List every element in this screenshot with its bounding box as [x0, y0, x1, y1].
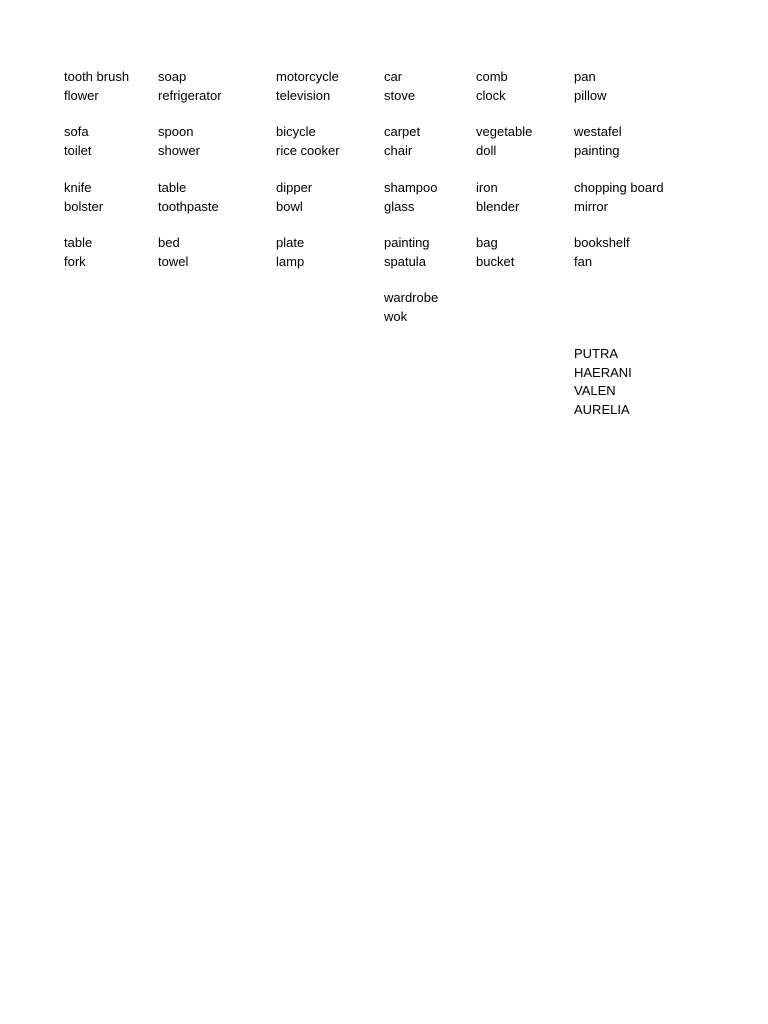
name-entry: AURELIA	[574, 401, 630, 417]
name-entry: PUTRA	[574, 346, 619, 361]
word: doll	[476, 142, 497, 158]
word-pair	[158, 179, 219, 216]
word: carpet	[384, 124, 421, 139]
word: wok	[384, 308, 408, 324]
word: bookshelf	[574, 235, 630, 250]
word: table	[64, 235, 93, 250]
word-pair	[574, 123, 622, 160]
word: spatula	[384, 253, 426, 269]
word: shower	[158, 142, 200, 158]
word: bag	[476, 235, 498, 250]
word: towel	[158, 253, 189, 269]
word-pair	[64, 123, 91, 160]
word: shampoo	[384, 180, 438, 195]
word: chopping board	[574, 180, 664, 195]
word: pan	[574, 69, 596, 84]
word: fork	[64, 253, 86, 269]
word-pair	[158, 234, 188, 271]
word: plate	[276, 235, 305, 250]
word-pair	[158, 123, 200, 160]
word: toothpaste	[158, 198, 219, 214]
word-pair	[574, 68, 607, 105]
word: spoon	[158, 124, 194, 139]
word: mirror	[574, 198, 608, 214]
word-pair	[574, 179, 664, 216]
word-pair	[384, 179, 437, 216]
word-pair	[64, 234, 92, 271]
word: tooth brush	[64, 69, 130, 84]
name-entry: HAERANI	[574, 364, 632, 380]
word-pair	[276, 234, 304, 271]
word: clock	[476, 87, 506, 103]
word: sofa	[64, 124, 89, 139]
word: motorcycle	[276, 69, 339, 84]
word: painting	[574, 142, 620, 158]
word: car	[384, 69, 403, 84]
word: fan	[574, 253, 593, 269]
word: glass	[384, 198, 415, 214]
names-list	[574, 345, 632, 419]
word-pair	[64, 68, 129, 105]
word: soap	[158, 69, 187, 84]
word: bed	[158, 235, 180, 250]
word: table	[158, 180, 187, 195]
name-entry: VALEN	[574, 383, 616, 398]
word-pair	[64, 179, 103, 216]
word: blender	[476, 198, 520, 214]
word: refrigerator	[158, 87, 222, 103]
word: bicycle	[276, 124, 316, 139]
word: television	[276, 87, 331, 103]
word: vegetable	[476, 124, 533, 139]
word: flower	[64, 87, 99, 103]
word: knife	[64, 180, 92, 195]
word-pair	[384, 123, 420, 160]
word-pair	[384, 234, 430, 271]
word: rice cooker	[276, 142, 340, 158]
word: pillow	[574, 87, 607, 103]
word: iron	[476, 180, 498, 195]
word: bowl	[276, 198, 303, 214]
word: chair	[384, 142, 413, 158]
word: bolster	[64, 198, 104, 214]
word: lamp	[276, 253, 305, 269]
word-pair	[276, 123, 340, 160]
word-pair	[476, 234, 514, 271]
word: comb	[476, 69, 508, 84]
word-pair	[276, 68, 339, 105]
word-pair	[476, 68, 508, 105]
word-pair	[384, 68, 415, 105]
word-pair	[476, 123, 532, 160]
word: westafel	[574, 124, 622, 139]
word-pair	[158, 68, 222, 105]
word-pair	[276, 179, 312, 216]
word: toilet	[64, 142, 92, 158]
word-pair	[384, 289, 438, 326]
word: dipper	[276, 180, 313, 195]
word: painting	[384, 235, 430, 250]
word: bucket	[476, 253, 515, 269]
word-pair	[476, 179, 519, 216]
word-pair	[574, 234, 630, 271]
word: wardrobe	[384, 290, 439, 305]
word: stove	[384, 87, 416, 103]
